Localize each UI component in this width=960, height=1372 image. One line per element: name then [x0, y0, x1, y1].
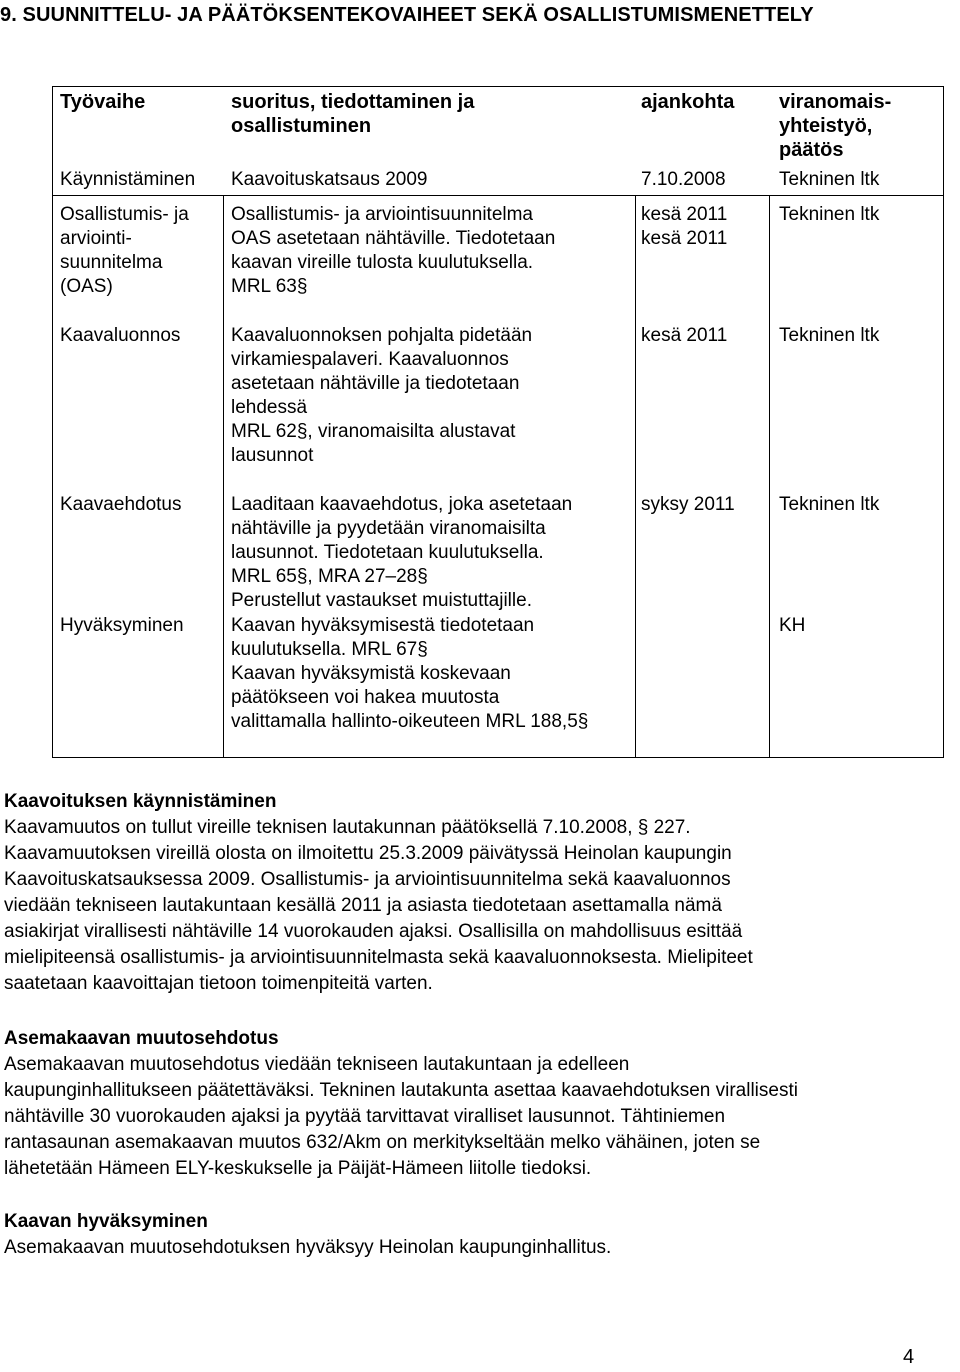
table-row-activity: Laaditaan kaavaehdotus, joka asetetaan nähtäville ja pyydetään viranomaisilta lausunnot. Tiedotetaan kuulutuksella. MRL 65§, MRA 27–28§ Perustellut vastaukset muistuttajille.	[231, 494, 573, 611]
table-rule-under-start	[52, 195, 944, 196]
table-row-date: kesä 2011	[641, 325, 728, 346]
table-border-right	[943, 86, 944, 758]
table-row-phase: Hyväksyminen	[60, 615, 184, 636]
table-row-authority: Tekninen ltk	[779, 494, 880, 515]
section-title: Kaavan hyväksyminen	[4, 1211, 208, 1232]
section-paragraph: Asemakaavan muutosehdotuksen hyväksyy Heinolan kaupunginhallitus.	[4, 1237, 612, 1258]
table-border-bottom	[52, 757, 944, 758]
start-phase: Käynnistäminen	[60, 169, 196, 190]
table-row-phase: Kaavaehdotus	[60, 494, 182, 515]
header-authority: viranomais- yhteistyö, päätös	[779, 91, 892, 161]
header-date: ajankohta	[641, 91, 735, 113]
section-title: Kaavoituksen käynnistäminen	[4, 791, 277, 812]
start-date: 7.10.2008	[641, 169, 726, 190]
document-heading: 9. SUUNNITTELU- JA PÄÄTÖKSENTEKOVAIHEET SEKÄ OSALLISTUMISMENETTELY	[0, 4, 814, 26]
table-col-divider	[769, 195, 770, 758]
start-activity: Kaavoituskatsaus 2009	[231, 169, 428, 190]
section-title: Asemakaavan muutosehdotus	[4, 1028, 279, 1049]
table-row-date: kesä 2011 kesä 2011	[641, 204, 728, 249]
section-paragraph: Kaavamuutos on tullut vireille teknisen lautakunnan päätöksellä 7.10.2008, § 227. Kaavamuutoksen vireillä olosta on ilmoitettu 25.3.2009 päivätyssä Heinolan kaupungin Kaavoituskatsauksessa 2009. Osallistumis- ja arviointisuunnitelma sekä kaavaluonnos viedään tekniseen lautakuntaan kesällä 2011 ja asiasta tiedotetaan asettamalla nämä asiakirjat virallisesti nähtäville 14 vuorokauden ajaksi. Osallisilla on mahdollisuus esittää mielipiteensä osallistumis- ja arviointisuunnitelmasta sekä kaavaluonnoksesta. Mielipiteet saatetaan kaavoittajan tietoon toimenpiteitä varten.	[4, 817, 753, 994]
table-row-phase: Osallistumis- ja arviointi- suunnitelma (OAS)	[60, 204, 189, 297]
table-row-date: syksy 2011	[641, 494, 735, 515]
table-border-left	[52, 86, 53, 758]
header-phase: Työvaihe	[60, 91, 146, 113]
table-border-top	[52, 86, 944, 87]
table-col-divider	[635, 195, 636, 758]
header-activity: suoritus, tiedottaminen ja osallistuminen	[231, 91, 475, 137]
table-row-phase: Kaavaluonnos	[60, 325, 181, 346]
table-row-authority: KH	[779, 615, 806, 636]
table-col-divider	[223, 195, 224, 758]
table-row-activity: Kaavaluonnoksen pohjalta pidetään virkamiespalaveri. Kaavaluonnos asetetaan nähtäville ja tiedotetaan lehdessä MRL 62§, viranomaisilta alustavat lausunnot	[231, 325, 533, 466]
table-row-activity: Kaavan hyväksymisestä tiedotetaan kuulutuksella. MRL 67§ Kaavan hyväksymistä koskevaan päätökseen voi hakea muutosta valittamalla hallinto-oikeuteen MRL 188,5§	[231, 615, 589, 732]
start-authority: Tekninen ltk	[779, 169, 880, 190]
section-paragraph: Asemakaavan muutosehdotus viedään tekniseen lautakuntaan ja edelleen kaupunginhallitukseen päätettäväksi. Tekninen lautakunta asettaa kaavaehdotuksen virallisesti nähtäville 30 vuorokauden ajaksi ja pyytää tarvittavat viralliset lausunnot. Tähtiniemen rantasaunan asemakaavan muutos 632/Akm on merkitykseltään melko vähäinen, joten se lähetetään Hämeen ELY-keskukselle ja Päijät-Hämeen liitolle tiedoksi.	[4, 1054, 798, 1179]
table-row-authority: Tekninen ltk	[779, 325, 880, 346]
page-number: 4	[903, 1346, 915, 1368]
table-row-activity: Osallistumis- ja arviointisuunnitelma OAS asetetaan nähtäville. Tiedotetaan kaavan vireille tulosta kuulutuksella. MRL 63§	[231, 204, 556, 297]
table-row-authority: Tekninen ltk	[779, 204, 880, 225]
